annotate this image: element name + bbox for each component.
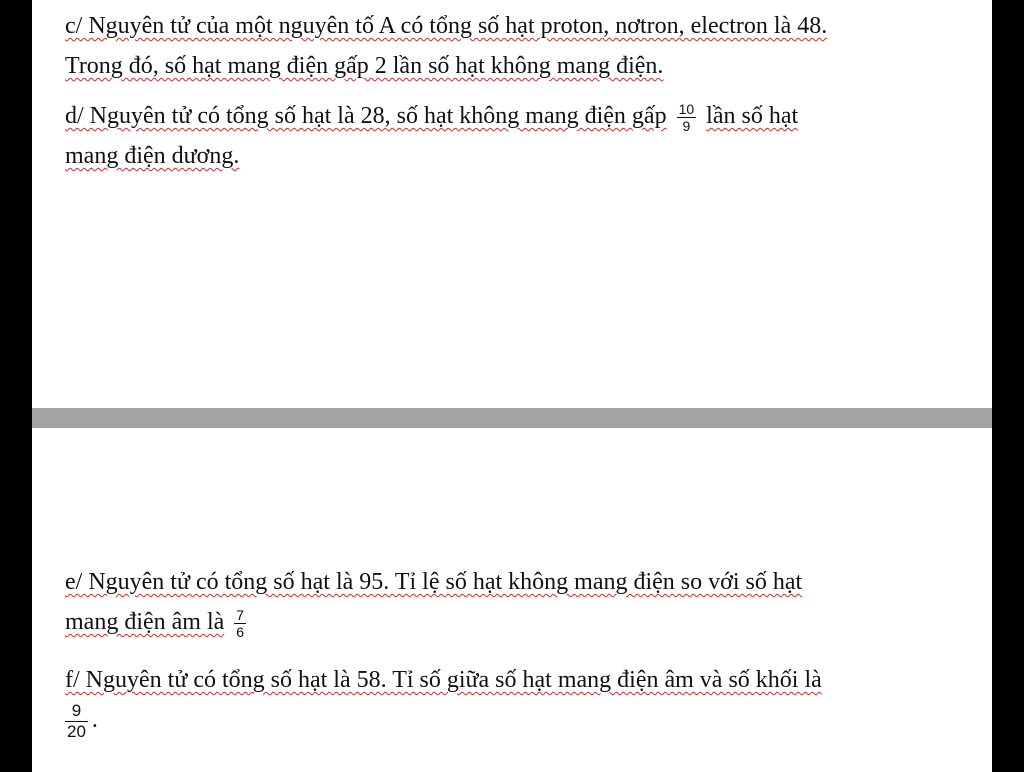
problem-f-line1: f/ Nguyên tử có tổng số hạt là 58. Tỉ số giữa số hạt mang điện âm và số khối là	[65, 667, 822, 693]
problem-e-fraction	[234, 607, 246, 640]
problem-f-fraction	[65, 701, 88, 742]
page-separator	[32, 408, 992, 428]
problem-e-line2: mang điện âm là	[65, 609, 225, 635]
problem-d-text-before: d/ Nguyên tử có tổng số hạt là 28, số hạt không mang điện gấp	[65, 103, 667, 129]
problem-d	[65, 96, 965, 176]
problem-f-trailing: .	[91, 707, 98, 733]
problem-c-line1: c/ Nguyên tử của một nguyên tố A có tổng số hạt proton, nơtron, electron là 48.	[65, 13, 828, 39]
problem-e-line1: e/ Nguyên tử có tổng số hạt là 95. Tỉ lệ số hạt không mang điện so với số hạt	[65, 569, 803, 595]
problem-d-fraction	[677, 101, 697, 134]
fraction-numerator: 7	[236, 606, 245, 623]
document-page-bottom	[32, 428, 992, 772]
fraction-denominator: 9	[682, 117, 691, 134]
problem-c-line2: Trong đó, số hạt mang điện gấp 2 lần số hạt không mang điện.	[65, 53, 664, 79]
fraction-numerator: 9	[65, 701, 88, 722]
fraction-denominator: 20	[67, 721, 86, 741]
problem-d-line2: mang điện dương.	[65, 143, 240, 169]
problem-c	[65, 6, 965, 86]
fraction-numerator: 10	[678, 100, 695, 117]
problem-e	[65, 562, 965, 642]
problem-d-text-after: lần số hạt	[706, 103, 799, 129]
document-page-top	[32, 0, 992, 408]
fraction-denominator: 6	[236, 623, 245, 640]
problem-f	[65, 660, 965, 742]
